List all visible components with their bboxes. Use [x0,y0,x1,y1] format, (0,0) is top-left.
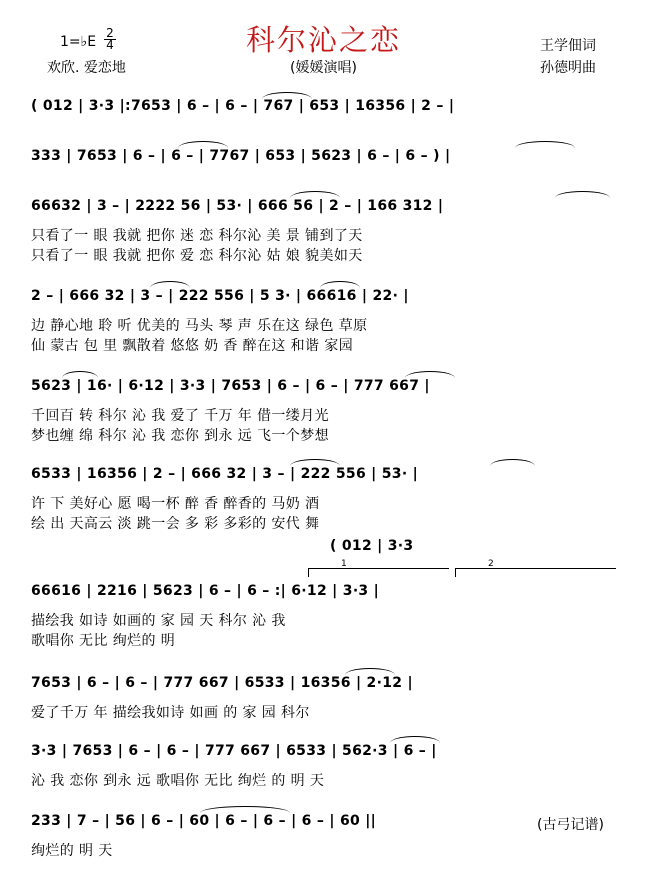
score-line-8-notes: 7653 | 6 – | 6 – | 777 667 | 6533 | 16356 | 2·12 | [31,675,413,691]
score-line-7-lyrics-verse-1: 描绘我 如诗 如画的 家 园 天 科尔 沁 我 [31,613,286,629]
slur [150,281,190,288]
score-line-9-notes: 3·3 | 7653 | 6 – | 6 – | 777 667 | 6533 | 562·3 | 6 – | [31,743,437,759]
volta-2: 2 [455,568,616,577]
score-line-3-notes: 66632 | 3 – | 2222 56 | 53· | 666 56 | 2 – | 166 312 | [31,198,444,214]
slur [200,806,290,813]
score-line-3-lyrics-verse-2: 只看了一 眼 我就 把你 爱 恋 科尔沁 姑 娘 貌美如天 [31,248,363,264]
score-line-5-notes: 5623 | 16· | 6·12 | 3·3 | 7653 | 6 – | 6 – | 777 667 | [31,378,430,394]
score-line-4-notes: 2 – | 666 32 | 3 – | 222 556 | 5 3· | 66616 | 22· | [31,288,409,304]
performer: (媛媛演唱) [290,60,357,76]
time-signature-top: 2 [106,26,114,40]
slur [262,92,312,99]
slur [290,191,340,198]
slur [405,371,455,378]
score-line-1-notes: ( 012 | 3·3 |:7653 | 6 – | 6 – | 767 | 653 | 16356 | 2 – | [31,98,455,114]
key-label: 1=♭E [60,34,97,50]
slur [490,459,535,466]
score-line-8-lyrics: 爱了千万 年 描绘我如诗 如画 的 家 园 科尔 [31,705,310,721]
time-signature [104,28,116,51]
lyricist: 王学佃词 [540,38,596,54]
score-line-7-notes: 66616 | 2216 | 5623 | 6 – | 6 – :| 6·12 | 3·3 | [31,583,380,599]
time-signature-bottom: 4 [106,38,114,52]
score-line-6-notes: 6533 | 16356 | 2 – | 666 32 | 3 – | 222 556 | 53· | [31,466,419,482]
volta-1: 1 [308,568,449,577]
score-line-6-lyrics-verse-2: 绘 出 天高云 淡 跳一会 多 彩 多彩的 安代 舞 [31,516,320,532]
slur [178,141,228,148]
score-line-7-pickup: ( 012 | 3·3 [330,538,414,554]
slur [555,191,610,198]
score-line-3-lyrics-verse-1: 只看了一 眼 我就 把你 迷 恋 科尔沁 美 景 铺到了天 [31,228,363,244]
score-line-9-lyrics: 沁 我 恋你 到永 远 歌唱你 无比 绚烂 的 明 天 [31,773,325,789]
score-line-4-lyrics-verse-2: 仙 蒙古 包 里 飘散着 悠悠 奶 香 醉在这 和谐 家园 [31,338,354,354]
score-line-10-notes: 233 | 7 – | 56 | 6 – | 60 | 6 – | 6 – | 6 – | 60 || [31,813,377,829]
score-line-2-notes: 333 | 7653 | 6 – | 6 – | 7767 | 653 | 5623 | 6 – | 6 – ) | [31,148,451,164]
score-line-7-lyrics-verse-2: 歌唱你 无比 绚烂的 明 [31,633,176,649]
transcriber-credit: (古弓记谱) [537,817,604,833]
mood-marking: 欢欣. 爱恋地 [47,60,126,76]
score-line-10-lyrics: 绚烂的 明 天 [31,843,113,859]
slur [390,736,440,743]
score-line-5-lyrics-verse-1: 千回百 转 科尔 沁 我 爱了 千万 年 借一缕月光 [31,408,330,424]
slur [515,141,575,148]
slur [62,371,98,378]
slur [290,459,340,466]
score-line-4-lyrics-verse-1: 边 静心地 聆 听 优美的 马头 琴 声 乐在这 绿色 草原 [31,318,368,334]
score-line-5-lyrics-verse-2: 梦也缠 绵 科尔 沁 我 恋你 到永 远 飞一个梦想 [31,428,330,444]
song-title: 科尔沁之恋 [245,23,401,57]
slur [345,668,395,675]
composer: 孙德明曲 [540,60,596,76]
slur [320,281,360,288]
key-signature [60,34,96,50]
score-line-6-lyrics-verse-1: 许 下 美好心 愿 喝一杯 醉 香 醉香的 马奶 酒 [31,496,320,512]
